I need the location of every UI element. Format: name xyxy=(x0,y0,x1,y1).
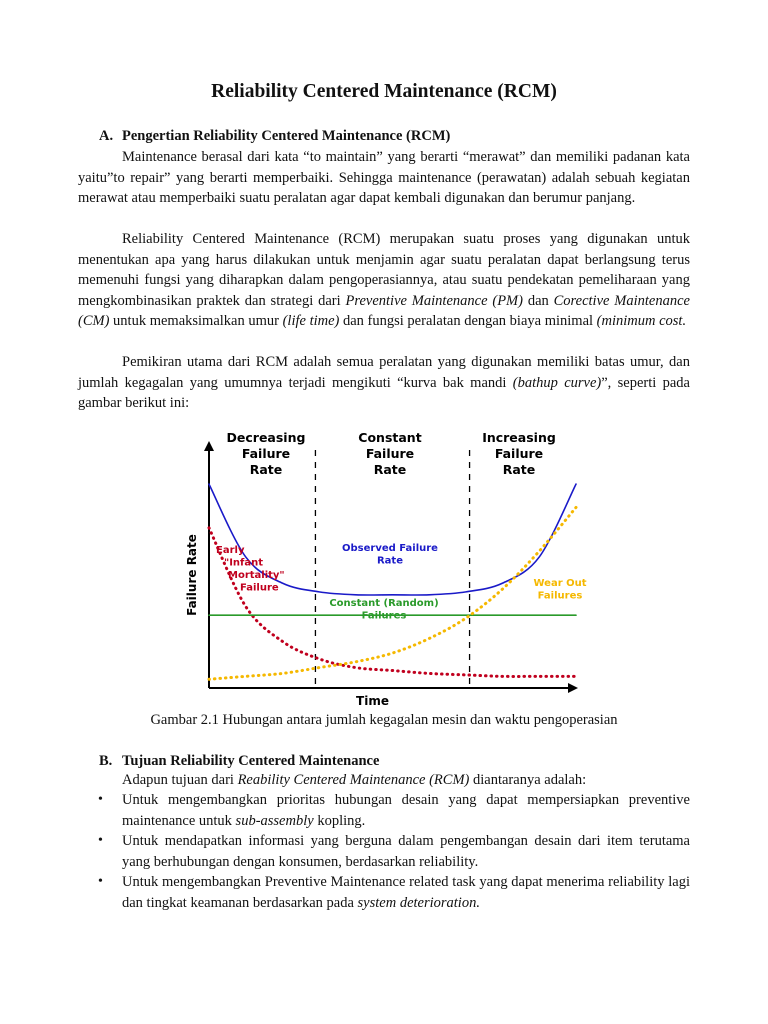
figure-caption: Gambar 2.1 Hubungan antara jumlah kegagalan mesin dan waktu pengoperasian xyxy=(150,712,618,728)
paragraph-maintenance-definition: Maintenance berasal dari kata “to maintain” yang berarti “merawat” dan memiliki padanan kata yaitu”to repair” yang berarti memperbaiki. Sehingga maintenance (perawatan) adalah sebuah kegiatan merawat atau memperbaiki suatu peralatan agar dapat kembali digunakan dan berumur panjang. xyxy=(78,149,690,207)
b1-text-b: kopling. xyxy=(313,812,366,829)
p2-text-a: Reliability Centered Maintenance (RCM) merupakan suatu proses yang digunakan untuk menentukan apa yang harus dilakukan untuk menjamin agar suatu peralatan dapat berlangsung terus memenuhi fungsi yang diharapkan dalam pengoperasiannya, atau suatu pendekatan pemeliharaan yang mengkombinasikan praktek dan strategi dari xyxy=(78,231,690,309)
paragraph-rcm-definition xyxy=(78,229,690,332)
b3-term: system deterioration. xyxy=(357,894,480,911)
region-header-3-line-3: Rate xyxy=(502,462,536,477)
p3-text-a: Pemikiran utama dari RCM adalah semua peralatan yang digunakan memiliki batas umur, dan jumlah kegagalan yang umumnya terjadi mengikuti “kurva bak mandi xyxy=(78,354,690,391)
region-header-1-line-2: Failure xyxy=(241,446,291,461)
region-header-2-line-2: Failure xyxy=(365,446,415,461)
series-label-3-line-2: Failures xyxy=(361,610,407,622)
paragraph-bathtub-intro xyxy=(78,352,690,414)
region-header-3-line-1: Increasing xyxy=(482,430,556,445)
section-b-intro xyxy=(122,770,690,791)
p2-cm-term: Corective Maintenance (CM) xyxy=(78,292,690,330)
bullet-icon: • xyxy=(98,792,103,807)
series-label-2-line-2: "Infant xyxy=(224,557,264,569)
p2-life-term: (life time) xyxy=(282,313,340,330)
list-item xyxy=(78,831,690,872)
series-label-4-line-2: Failures xyxy=(537,590,583,602)
b3-text-a: Untuk mengembangkan Preventive Maintenance related task yang dapat menerima reliability lagi dan tingkat keamanan berdasarkan pada xyxy=(122,874,690,911)
series-label-3-line-1: Constant (Random) xyxy=(329,598,439,609)
section-b-heading xyxy=(99,751,379,771)
list-item xyxy=(78,872,690,913)
bathtub-curve-chart xyxy=(176,420,596,710)
intro-text-a: Adapun tujuan dari xyxy=(122,772,238,788)
b1-term: sub-assembly xyxy=(235,812,314,829)
x-axis-label: Time xyxy=(356,694,389,708)
series-label-2-line-3: Mortality" xyxy=(228,570,285,581)
p3-curve-term: (bathup curve) xyxy=(512,374,602,391)
region-header-2-line-3: Rate xyxy=(373,462,407,477)
p2-cost-term: (minimum cost. xyxy=(596,313,687,330)
p3-text-b: ”, seperti pada gambar berikut ini: xyxy=(78,374,690,412)
series-label-1-line-2: Rate xyxy=(376,555,404,567)
objectives-list xyxy=(78,790,690,914)
bullet-icon: • xyxy=(98,833,103,849)
y-axis-label: Failure Rate xyxy=(185,534,199,616)
region-header-3-line-2: Failure xyxy=(494,446,544,461)
region-header-1-line-3: Rate xyxy=(249,462,283,477)
document-title: Reliability Centered Maintenance (RCM) xyxy=(211,81,557,102)
p2-text-b: dan xyxy=(522,292,554,309)
section-b-title: Tujuan Reliability Centered Maintenance xyxy=(122,753,380,769)
section-b-number: B. xyxy=(99,753,113,769)
p2-text-c: untuk memaksimalkan umur xyxy=(109,313,283,330)
series-label-2-line-4: Failure xyxy=(240,582,279,594)
section-a-number: A. xyxy=(99,128,114,144)
series-label-2-line-1: Early xyxy=(216,545,245,556)
intro-rcm-term: Reability Centered Maintenance (RCM) xyxy=(237,772,470,788)
list-item xyxy=(78,790,690,831)
region-header-2-line-1: Constant xyxy=(358,430,422,445)
region-header-1-line-1: Decreasing xyxy=(226,430,306,445)
y-axis-arrow-icon xyxy=(204,441,214,451)
b1-text-a: Untuk mengembangkan prioritas hubungan desain yang dapat mempersiapkan preventive maintenance untuk xyxy=(122,792,690,829)
section-a-heading xyxy=(99,126,450,146)
p2-pm-term: Preventive Maintenance (PM) xyxy=(345,292,523,309)
bullet-icon: • xyxy=(98,874,103,890)
series-label-1-line-1: Observed Failure xyxy=(342,543,438,554)
b2-text: Untuk mendapatkan informasi yang berguna dalam pengembangan desain dari item terutama yang berhubungan dengan konsumen, berdasarkan reliability. xyxy=(122,833,690,870)
series-label-4-line-1: Wear Out xyxy=(533,578,587,589)
intro-text-b: diantaranya adalah: xyxy=(469,772,587,788)
p2-text-d: dan fungsi peralatan dengan biaya minimal xyxy=(339,313,597,330)
x-axis-arrow-icon xyxy=(568,683,578,693)
bathtub-curve-figure xyxy=(176,420,596,710)
section-a-title: Pengertian Reliability Centered Maintenance (RCM) xyxy=(122,128,451,144)
